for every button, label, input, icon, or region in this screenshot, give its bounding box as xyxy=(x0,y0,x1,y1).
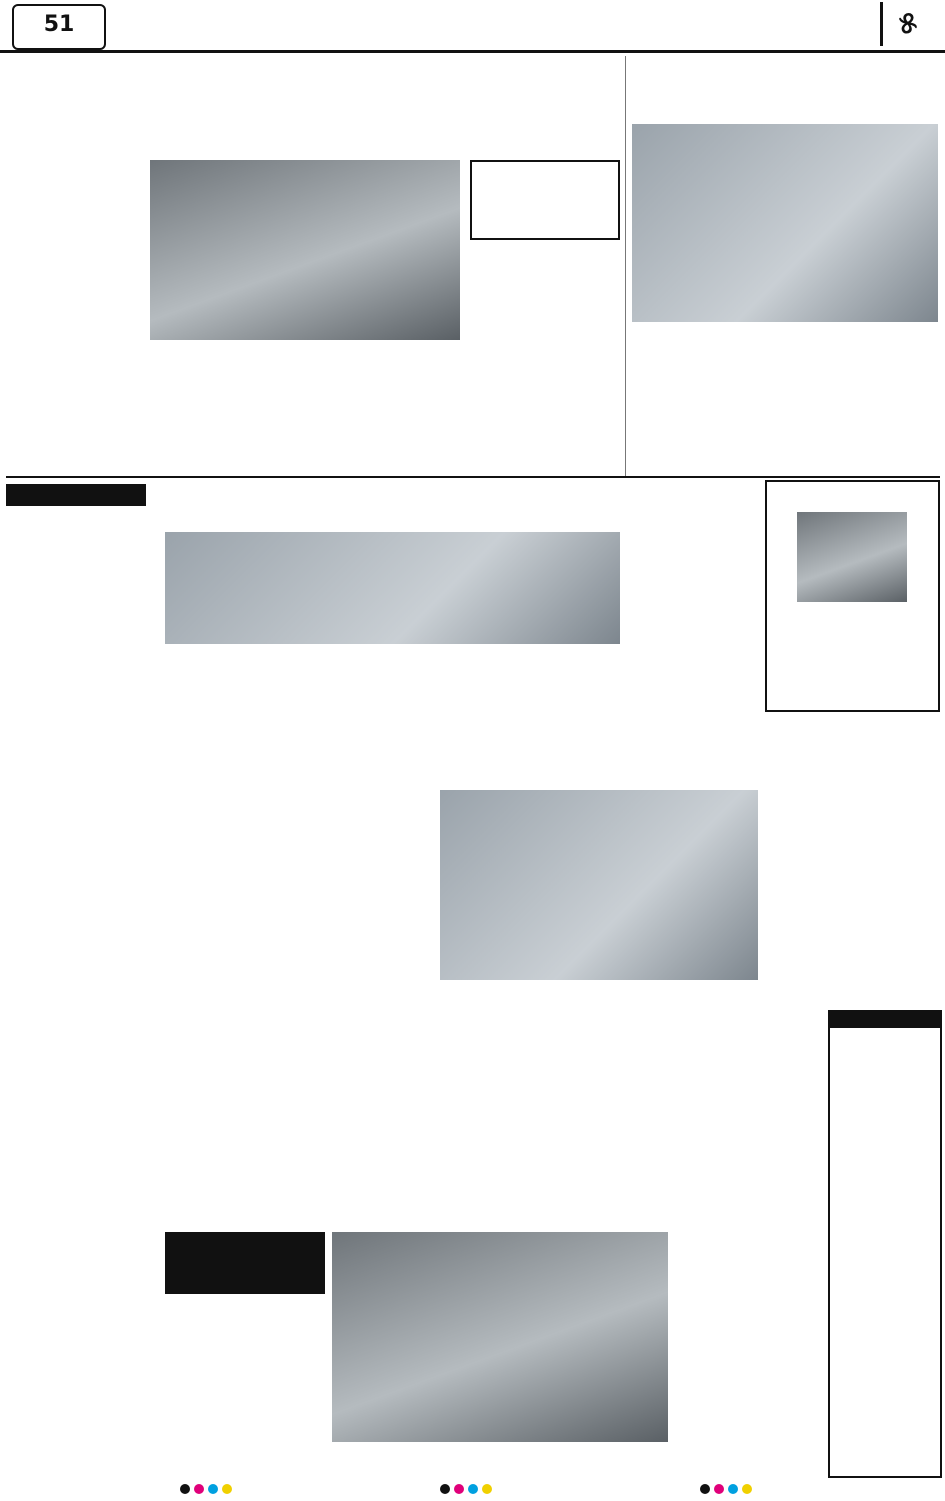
innovation-headline xyxy=(165,484,620,528)
debate-body xyxy=(672,1272,822,1472)
farmers-highlight-box xyxy=(165,1232,325,1294)
chess-body xyxy=(370,1048,670,1144)
bauns-rally-body xyxy=(6,1204,156,1474)
registration-mark xyxy=(180,1484,190,1494)
logo-number: 51 xyxy=(43,12,75,37)
lead-highlight-box xyxy=(470,160,620,240)
camp-headline xyxy=(6,1016,156,1042)
boudh-rally-body xyxy=(165,860,435,1000)
innovation-body xyxy=(165,664,620,784)
torch-rally-body xyxy=(672,1064,822,1224)
brief-headline-2 xyxy=(6,800,156,830)
rally-photo xyxy=(632,124,938,322)
lead-headline xyxy=(6,86,616,146)
rally-body xyxy=(632,348,938,472)
brief-body-2 xyxy=(6,834,156,1010)
rally-headline xyxy=(630,70,940,116)
registration-mark xyxy=(482,1484,492,1494)
shg-headline xyxy=(165,1004,365,1030)
registration-mark xyxy=(714,1484,724,1494)
farmers-body-col1 xyxy=(165,1300,325,1470)
dateline xyxy=(108,8,308,42)
registration-mark xyxy=(700,1484,710,1494)
registration-mark xyxy=(468,1484,478,1494)
bauns-rally-headline xyxy=(6,1156,156,1200)
debate-headline xyxy=(672,1224,822,1268)
brief-headline-1 xyxy=(6,510,156,566)
column-rule xyxy=(625,56,626,476)
boudh-rally-photo xyxy=(440,790,758,980)
memorial-photo xyxy=(797,512,907,602)
lead-body-col1 xyxy=(6,160,146,470)
torch-rally-headline xyxy=(672,1014,822,1060)
lead-body-cols xyxy=(150,346,620,470)
boudh-rally-headline xyxy=(165,790,435,856)
registration-mark xyxy=(728,1484,738,1494)
tender-title xyxy=(830,1012,940,1028)
registration-mark xyxy=(440,1484,450,1494)
tender-notice-ad xyxy=(828,1010,942,1478)
registration-mark xyxy=(194,1484,204,1494)
shg-body xyxy=(165,1034,365,1142)
farmers-caption-body xyxy=(332,1444,668,1474)
section-rule xyxy=(6,476,940,478)
innovation-photo xyxy=(165,532,620,644)
farmers-photo xyxy=(332,1232,668,1442)
camp-body xyxy=(6,1046,156,1146)
logo xyxy=(12,4,106,50)
condolence-story xyxy=(625,484,760,684)
registration-mark xyxy=(742,1484,752,1494)
print-registration-strip xyxy=(0,1478,945,1501)
lead-photo xyxy=(150,160,460,340)
chess-headline xyxy=(370,1004,670,1044)
rally-caption xyxy=(632,324,938,344)
masthead xyxy=(0,0,945,53)
boudh-rally-caption xyxy=(440,982,758,998)
memorial-ad xyxy=(765,480,940,712)
registration-mark xyxy=(208,1484,218,1494)
in-brief-banner xyxy=(6,484,146,506)
brief-body-1 xyxy=(6,570,156,794)
medicine-body xyxy=(765,800,940,1010)
innovation-caption xyxy=(165,646,620,662)
medicine-headline xyxy=(765,716,940,796)
section-title xyxy=(675,6,875,44)
farmers-headline xyxy=(165,1154,665,1224)
registration-mark xyxy=(222,1484,232,1494)
registration-mark xyxy=(454,1484,464,1494)
page-number: ୫ xyxy=(880,2,933,46)
